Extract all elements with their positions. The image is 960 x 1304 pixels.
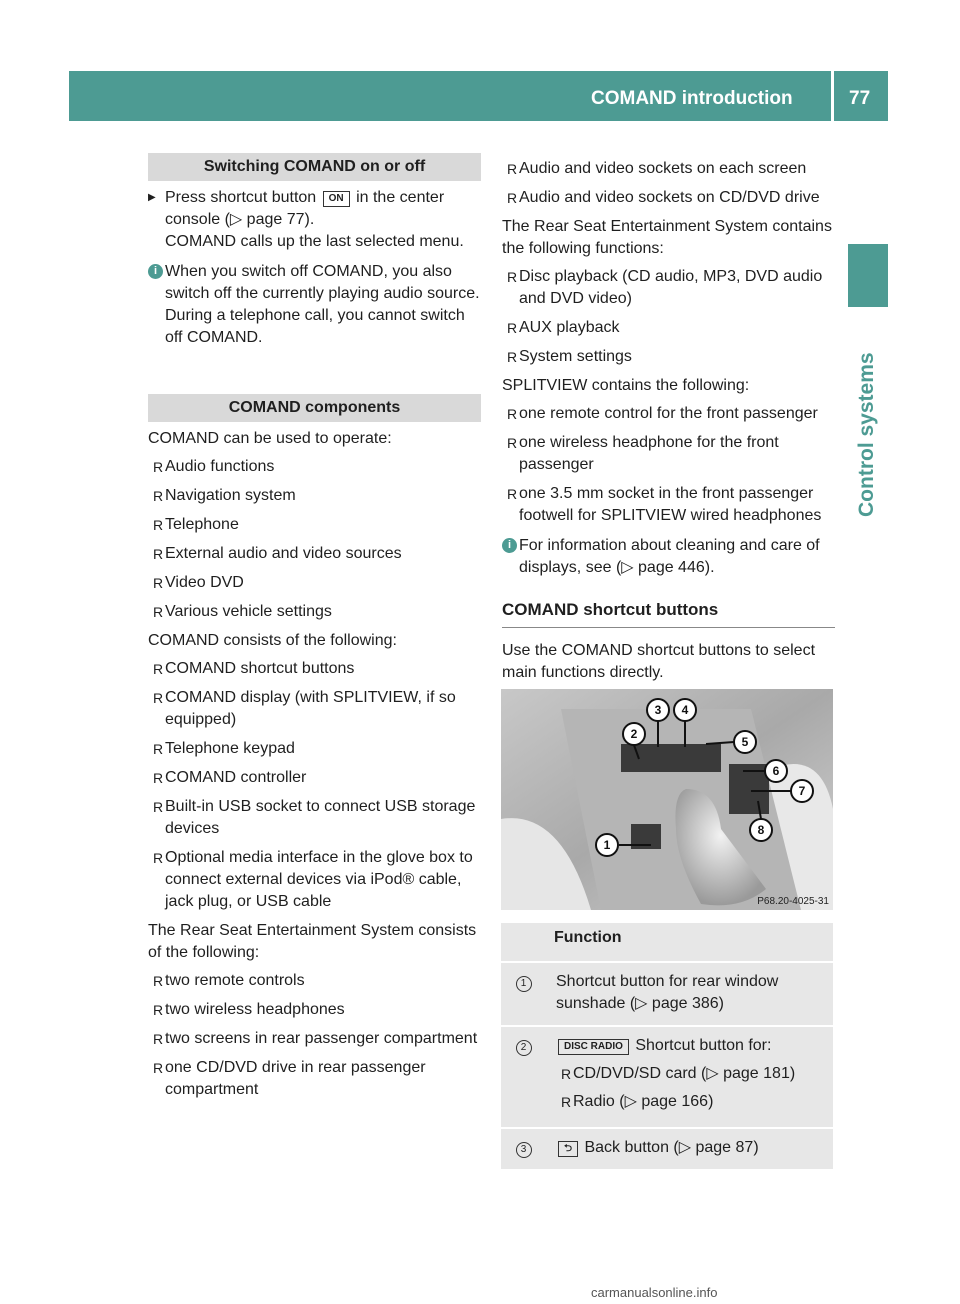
image-code: P68.20-4025-31	[757, 896, 829, 907]
on-key-icon: ON	[323, 191, 350, 207]
list-item: R COMAND controller	[148, 767, 481, 789]
svg-text:8: 8	[757, 823, 765, 837]
subsection-heading: COMAND shortcut buttons	[502, 599, 835, 628]
header-divider	[831, 71, 834, 121]
list-item: R Various vehicle settings	[148, 601, 481, 623]
page-title: COMAND introduction	[591, 88, 793, 109]
svg-text:4: 4	[681, 703, 689, 717]
list-item: R one remote control for the front passenger	[502, 403, 835, 425]
disc-radio-key-icon: DISC RADIO	[558, 1039, 629, 1055]
table-cell: Shortcut button for rear window sunshade (▷ page 386)	[546, 962, 833, 1026]
list-item: R Navigation system	[148, 485, 481, 507]
list-item: R Audio functions	[148, 456, 481, 478]
page-number: 77	[849, 88, 871, 109]
info-icon: i	[502, 538, 517, 553]
list-item: R AUX playback	[502, 317, 835, 339]
list-item: R Audio and video sockets on CD/DVD drive	[502, 187, 835, 209]
rse-cont-list	[502, 158, 835, 209]
list-item: R one 3.5 mm socket in the front passenger footwell for SPLITVIEW wired headphones	[502, 483, 835, 527]
info-note: i For information about cleaning and care of displays, see (▷ page 446).	[502, 535, 835, 579]
list-item: R Video DVD	[148, 572, 481, 594]
list-item: R COMAND shortcut buttons	[148, 658, 481, 680]
step-result: COMAND calls up the last selected menu.	[165, 233, 464, 250]
svg-text:2: 2	[630, 727, 638, 741]
info-icon: i	[148, 264, 163, 279]
table-header: Function	[501, 923, 833, 962]
list-item: R one CD/DVD drive in rear passenger compartment	[148, 1057, 481, 1101]
list-item: R two remote controls	[148, 970, 481, 992]
list-item: R one wireless headphone for the front passenger	[502, 432, 835, 476]
splitview-list	[502, 403, 835, 527]
right-column	[502, 154, 835, 690]
table-row	[501, 1128, 833, 1170]
list-item: R COMAND display (with SPLITVIEW, if so equipped)	[148, 687, 481, 731]
paragraph: COMAND consists of the following:	[148, 632, 397, 649]
table-cell: DISC RADIO Shortcut button for: R CD/DVD/SD card (▷ page 181) R Radio (▷ page 166)	[546, 1026, 833, 1128]
paragraph: SPLITVIEW contains the following:	[502, 377, 750, 394]
list-item: R Audio and video sockets on each screen	[502, 158, 835, 180]
list-item: R Telephone	[148, 514, 481, 536]
operate-list	[148, 456, 481, 623]
list-item: R two wireless headphones	[148, 999, 481, 1021]
svg-text:3: 3	[654, 703, 662, 717]
sub-list	[556, 1063, 829, 1113]
section-tab-label: Control systems	[855, 352, 878, 517]
list-item: R Optional media interface in the glove box to connect external devices via iPod® cable, jack plug, or USB cable	[148, 847, 481, 913]
left-column	[148, 153, 481, 1108]
table-row	[501, 1026, 833, 1128]
instruction-step: ▶ Press shortcut button ON in the center console (▷ page 77). COMAND calls up the last selected menu.	[148, 187, 481, 253]
list-item: R Built-in USB socket to connect USB storage devices	[148, 796, 481, 840]
callout-number: 2	[516, 1040, 532, 1056]
paragraph: The Rear Seat Entertainment System contains the following functions:	[502, 218, 832, 257]
side-tab	[848, 244, 888, 307]
center-console-photo	[501, 689, 833, 910]
callout-number: 1	[516, 976, 532, 992]
table-row	[501, 962, 833, 1026]
paragraph: COMAND can be used to operate:	[148, 430, 392, 447]
rse-list	[148, 970, 481, 1101]
list-item: R CD/DVD/SD card (▷ page 181)	[556, 1063, 829, 1085]
back-key-icon: ⮌	[558, 1141, 578, 1157]
function-table	[501, 923, 833, 1171]
list-item: R Radio (▷ page 166)	[556, 1091, 829, 1113]
list-item: R Disc playback (CD audio, MP3, DVD audio and DVD video)	[502, 266, 835, 310]
paragraph: The Rear Seat Entertainment System consists of the following:	[148, 922, 477, 961]
consists-list	[148, 658, 481, 913]
list-item: R System settings	[502, 346, 835, 368]
paragraph: Use the COMAND shortcut buttons to select main functions directly.	[502, 642, 816, 681]
svg-text:1: 1	[603, 838, 611, 852]
list-item: R two screens in rear passenger compartment	[148, 1028, 481, 1050]
watermark: carmanualsonline.info	[591, 1285, 718, 1300]
list-item: R Telephone keypad	[148, 738, 481, 760]
section-heading: COMAND components	[148, 394, 481, 422]
svg-text:5: 5	[741, 735, 749, 749]
info-note: i When you switch off COMAND, you also switch off the currently playing audio source. During a telephone call, you cannot switch off COMAND.	[148, 261, 481, 349]
svg-text:6: 6	[772, 764, 780, 778]
list-item: R External audio and video sources	[148, 543, 481, 565]
callout-number: 3	[516, 1142, 532, 1158]
table-cell: ⮌ Back button (▷ page 87)	[546, 1128, 833, 1170]
section-heading: Switching COMAND on or off	[148, 153, 481, 181]
svg-text:7: 7	[798, 784, 806, 798]
rse-function-list	[502, 266, 835, 368]
